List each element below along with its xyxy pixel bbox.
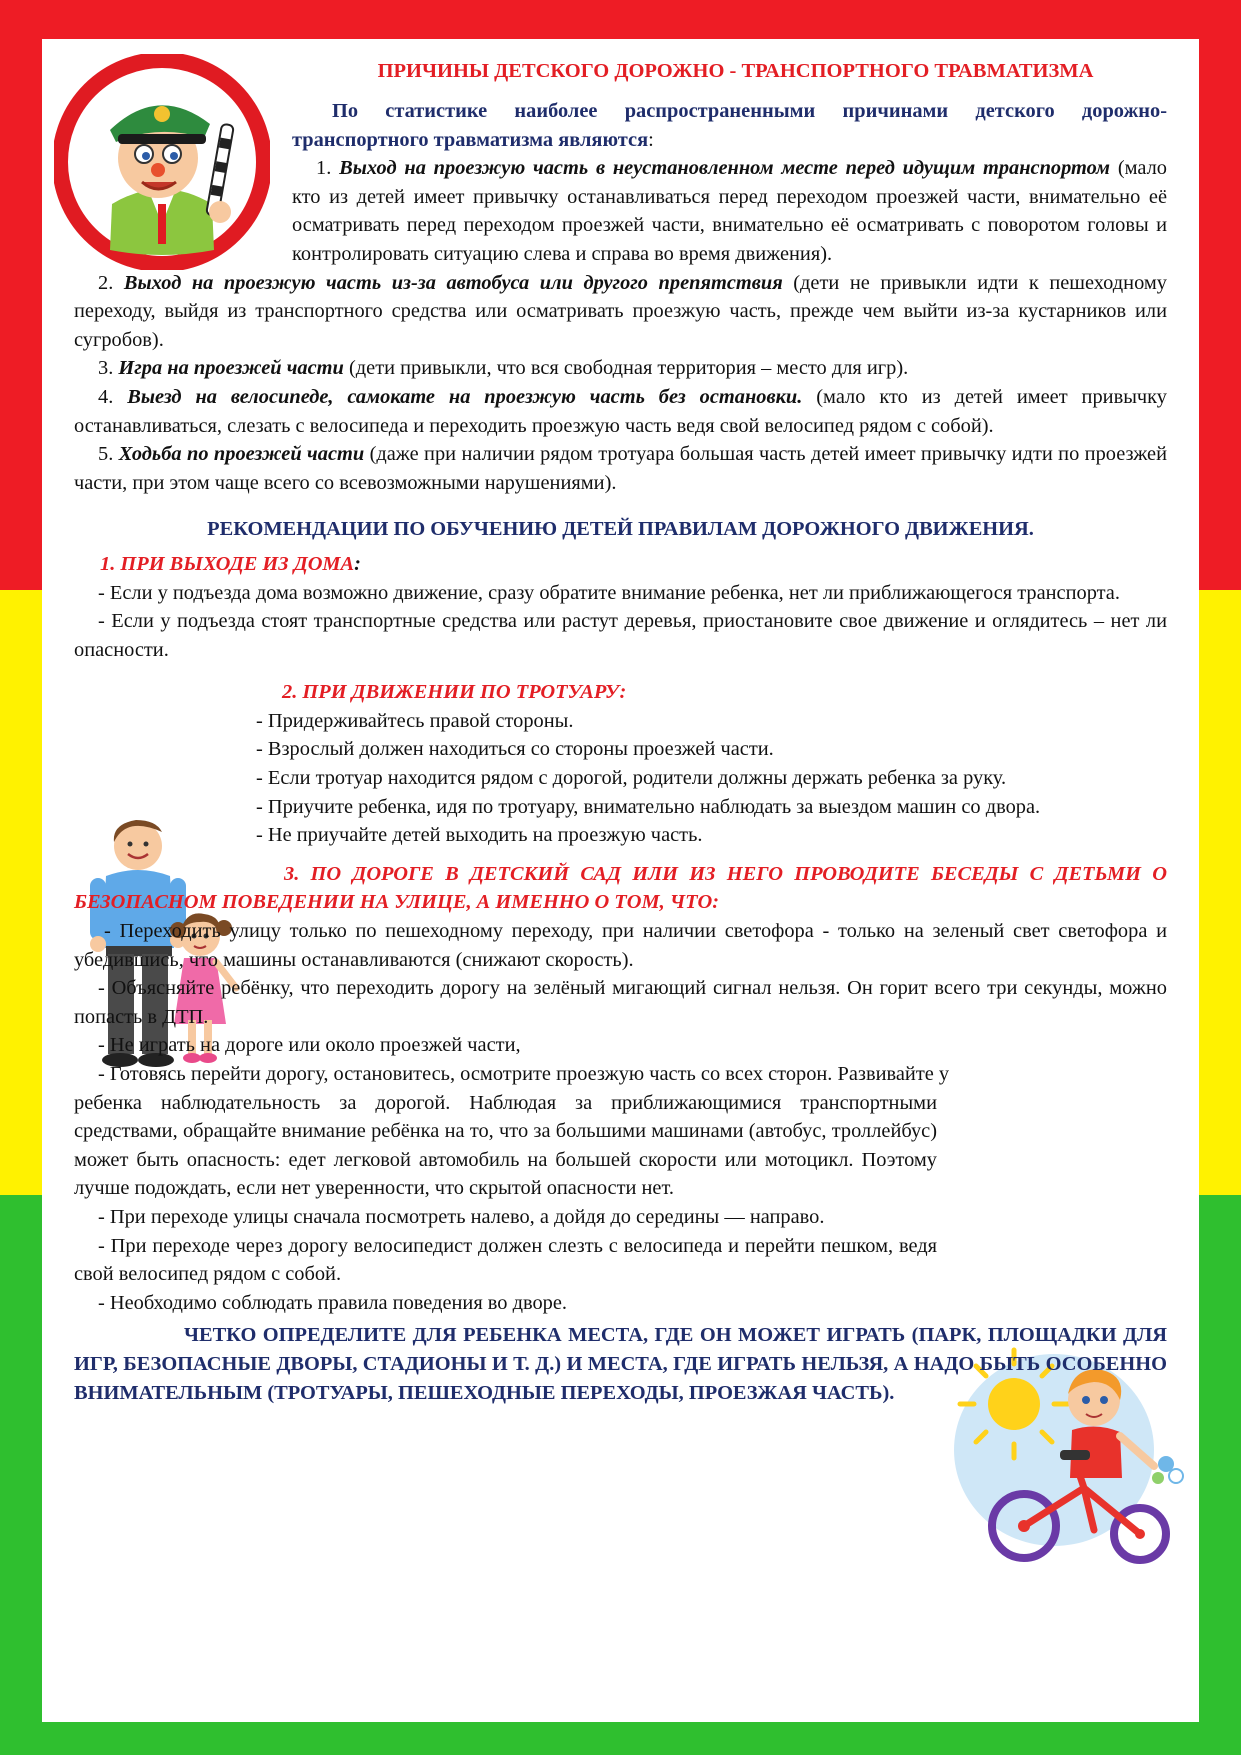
section3-item-1: - Переходить улицу только по пешеходному переходу, при наличии светофора - только на зеленый свет светофора и убедившись, что машины останавливаются (снижают скорость). [74,920,1167,971]
section3-item-4: - Готовясь перейти дорогу, остановитесь, осмотрите проезжую часть со всех сторон. Развивайте у [98,1063,950,1085]
section1-item-2: - Если у подъезда стоят транспортные средства или растут деревья, приостановите свое движение и оглядитесь – нет ли опасности. [74,610,1167,661]
section2-item-2: - Взрослый должен находиться со стороны проезжей части. [256,738,774,761]
cause-3: 3. Игра на проезжей части (дети привыкли, что вся свободная территория – место для игр). [98,357,909,380]
cause-4: 4. Выезд на велосипеде, самокате на проезжую часть без остановки. (мало кто из детей имеет привычку останавливаться, слезать с велосипеда и переходить проезжую часть ведя свой велосипед рядом с собой). [74,385,1167,437]
section3-item-6: - При переходе через дорогу велосипедист должен слезть с велосипеда и перейти пешком, ведя свой велосипед рядом с собой. [74,1234,937,1286]
section1-heading: 1. ПРИ ВЫХОДЕ ИЗ ДОМА: [100,552,361,575]
document-content [74,58,1167,1407]
page-title: ПРИЧИНЫ ДЕТСКОГО ДОРОЖНО - ТРАНСПОРТНОГО ТРАВМАТИЗМА [377,60,1094,82]
cause-1: 1. Выход на проезжую часть в неустановленном месте перед идущим транспортом (мало кто из детей имеет привычку останавливаться перед переходом проезжей части, внимательно её осматривать перед переходом проезжей части, внимательно её осматривать с поворотом головы и контролировать ситуацию слева и справа во время движения). [292,157,1167,265]
lead-bold: По статистике наиболее распространенными причинами детского дорожно-транспортного травматизма являются [292,100,1167,151]
section3-item-7: - Необходимо соблюдать правила поведения во дворе. [98,1291,567,1314]
section2-item-3: - Если тротуар находится рядом с дорогой, родители должны держать ребенка за руку. [256,767,1007,790]
section2-item-4: - Приучите ребенка, идя по тротуару, внимательно наблюдать за выездом машин со двора. [256,795,1041,818]
section2-item-5: - Не приучайте детей выходить на проезжую часть. [256,824,703,847]
section3-heading: 3. ПО ДОРОГЕ В ДЕТСКИЙ САД ИЛИ ИЗ НЕГО ПРОВОДИТЕ БЕСЕДЫ С ДЕТЬМИ О БЕЗОПАСНОМ ПОВЕДЕНИИ НА УЛИЦЕ, А ИМЕННО О ТОМ, ЧТО: [74,862,1167,914]
cause-5: 5. Ходьба по проезжей части (даже при наличии рядом тротуара большая часть детей имеет привычку идти по проезжей части, при этом чаще всего со всевозможными нарушениями). [74,443,1167,494]
section2-item-1: - Придерживайтесь правой стороны. [256,709,574,732]
section2-heading: 2. ПРИ ДВИЖЕНИИ ПО ТРОТУАРУ: [282,681,627,704]
cause-2: 2. Выход на проезжую часть из-за автобуса или другого препятствия (дети не привыкли идти к пешеходному переходу, выйдя из транспортного средства или осматривать проезжую часть, прежде чем выйти из-за кустарников или сугробов). [74,271,1167,351]
section3-item-4-cont: ребенка наблюдательность за дорогой. Наблюдая за приближающимися транспортными средствами, обращайте внимание ребёнка на то, что за большими машинами (автобус, троллейбус) может быть опасность: едет легковой автомобиль на большей скорости или мотоцикл. Поэтому лучше подождать, если нет уверенности, что скрытой опасности нет. [74,1091,937,1200]
lead-paragraph: По статистике наиболее распространенными причинами детского дорожно-транспортного травматизма являются: [292,100,1167,151]
recommend-title: РЕКОМЕНДАЦИИ ПО ОБУЧЕНИЮ ДЕТЕЙ ПРАВИЛАМ ДОРОЖНОГО ДВИЖЕНИЯ. [207,518,1034,541]
section3-item-3: - Не играть на дороге или около проезжей части, [98,1034,521,1057]
section3-item-2: - Объясняйте ребёнку, что переходить дорогу на зелёный мигающий сигнал нельзя. Он горит всего три секунды, можно попасть в ДТП. [74,977,1167,1028]
section1-item-1: - Если у подъезда дома возможно движение, сразу обратите внимание ребенка, нет ли приближающегося транспорта. [98,581,1120,604]
closing-note: ЧЕТКО ОПРЕДЕЛИТЕ ДЛЯ РЕБЕНКА МЕСТА, ГДЕ ОН МОЖЕТ ИГРАТЬ (ПАРК, ПЛОЩАДКИ ДЛЯ ИГР, БЕЗОПАСНЫЕ ДВОРЫ, СТАДИОНЫ И Т. Д.) И МЕСТА, ГДЕ ИГРАТЬ НЕЛЬЗЯ, А НАДО БЫТЬ ОСОБЕННО ВНИМАТЕЛЬНЫМ (ТРОТУАРЫ, ПЕШЕХОДНЫЕ ПЕРЕХОДЫ, ПРОЕЗЖАЯ ЧАСТЬ). [74,1324,1167,1404]
section3-item-5: - При переходе улицы сначала посмотреть налево, а дойдя до середины — направо. [98,1205,825,1228]
